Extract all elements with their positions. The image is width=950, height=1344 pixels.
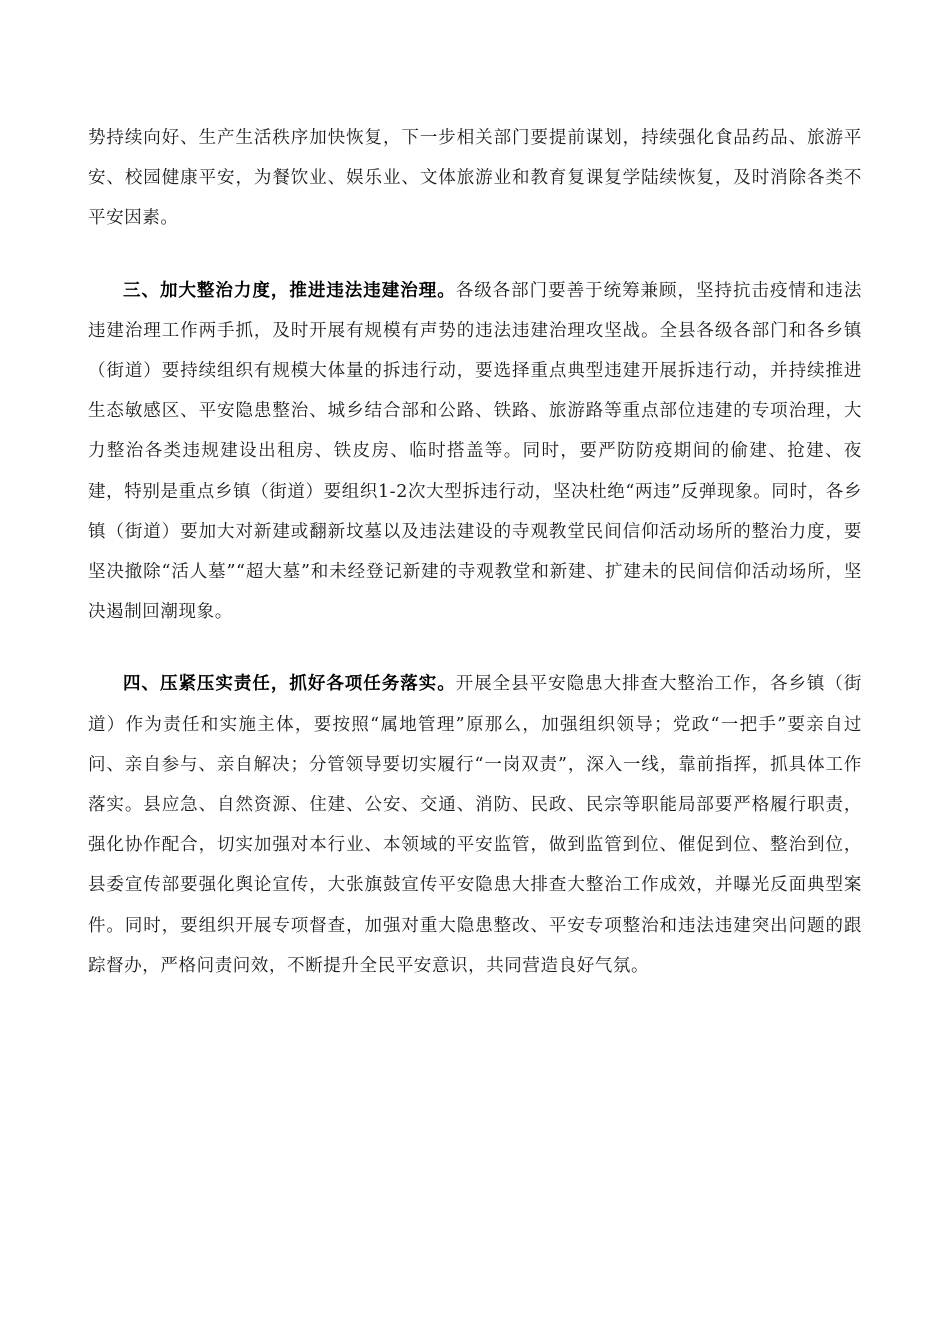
paragraph-continuation — [88, 118, 862, 239]
paragraph-section-3 — [88, 271, 862, 633]
paragraph-body: 开展全县平安隐患大排查大整治工作，各乡镇（街道）作为责任和实施主体，要按照“属地管理”原那么，加强组织领导；党政“一把手”要亲自过问、亲自参与、亲自解决；分管领导要切实履行“一岗双责”，深入一线，靠前指挥，抓具体工作落实。县应急、自然资源、住建、公安、交通、消防、民政、民宗等职能局部要严格履行职责，强化协作配合，切实加强对本行业、本领域的平安监管，做到监管到位、催促到位、整治到位，县委宣传部要强化舆论宣传，大张旗鼓宣传平安隐患大排查大整治工作成效，并曝光反面典型案件。同时，要组织开展专项督查，加强对重大隐患整改、平安专项整治和违法违建突出问题的跟踪督办，严格问责问效，不断提升全民平安意识，共同营造良好气氛。 — [88, 674, 862, 976]
paragraph-gap — [88, 632, 862, 664]
document-page — [88, 118, 862, 986]
section-heading-3: 三、加大整治力度，推进违法违建治理。 — [123, 280, 456, 301]
paragraph-body: 各级各部门要善于统筹兼顾，坚持抗击疫情和违法违建治理工作两手抓，及时开展有规模有声势的违法违建治理攻坚战。全县各级各部门和各乡镇（街道）要持续组织有规模大体量的拆违行动，要选择重点典型违建开展拆违行动，并持续推进生态敏感区、平安隐患整治、城乡结合部和公路、铁路、旅游路等重点部位违建的专项治理，大力整治各类违规建设出租房、铁皮房、临时搭盖等。同时，要严防防疫期间的偷建、抢建、夜建，特别是重点乡镇（街道）要组织1-2次大型拆违行动，坚决杜绝“两违”反弹现象。同时，各乡镇（街道）要加大对新建或翻新坟墓以及违法建设的寺观教堂民间信仰活动场所的整治力度，要坚决撤除“活人墓”“超大墓”和未经登记新建的寺观教堂和新建、扩建未的民间信仰活动场所，坚决遏制回潮现象。 — [88, 280, 862, 623]
paragraph-section-4 — [88, 664, 862, 986]
paragraph-gap — [88, 239, 862, 271]
paragraph-body: 势持续向好、生产生活秩序加快恢复，下一步相关部门要提前谋划，持续强化食品药品、旅游平安、校园健康平安，为餐饮业、娱乐业、文体旅游业和教育复课复学陆续恢复，及时消除各类不平安因素。 — [88, 128, 862, 229]
section-heading-4: 四、压紧压实责任，抓好各项任务落实。 — [123, 674, 456, 695]
